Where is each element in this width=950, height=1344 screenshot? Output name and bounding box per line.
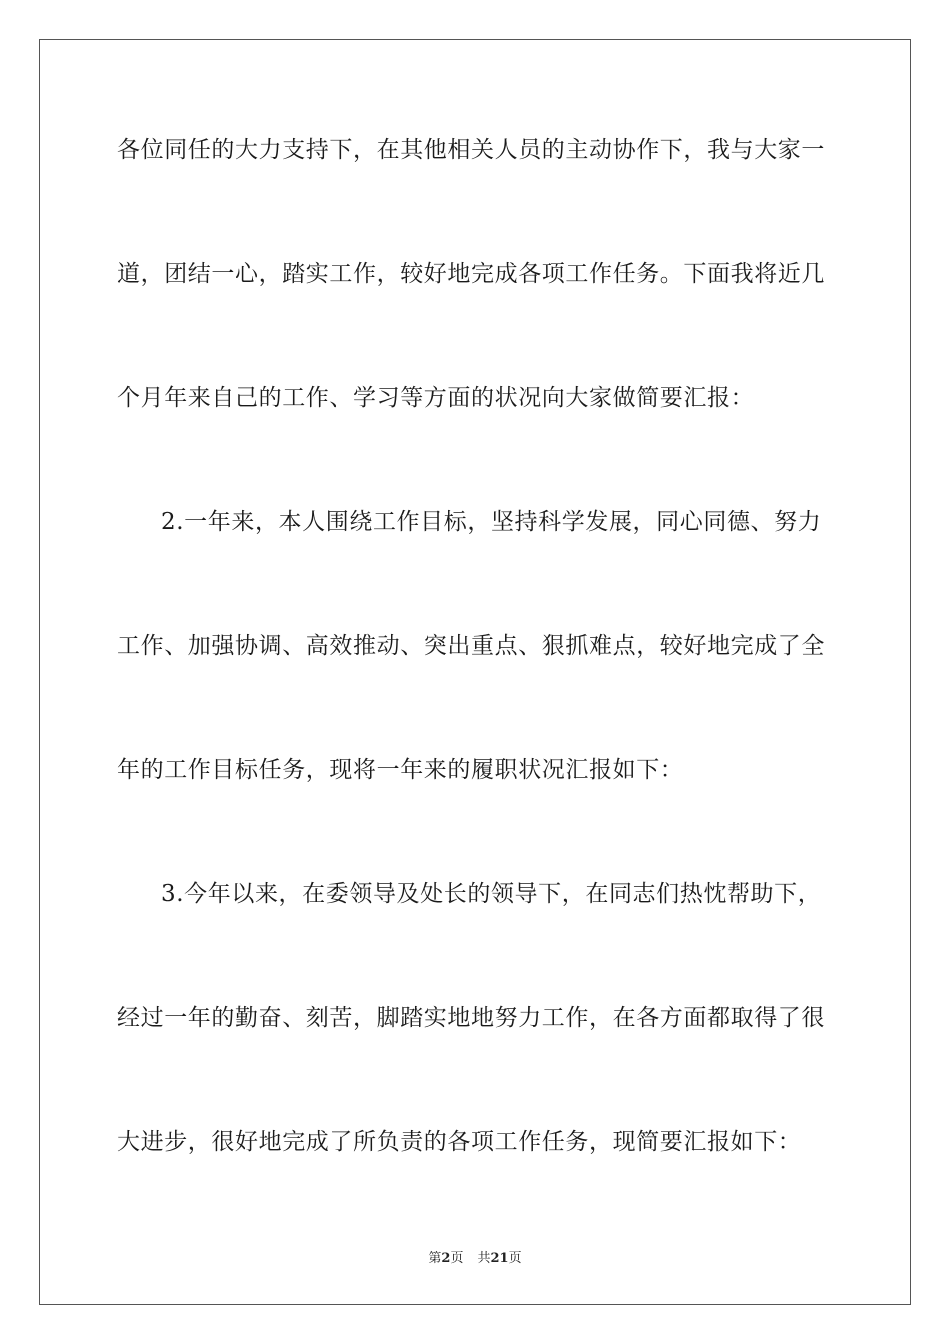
footer-total-suffix: 页 — [508, 1251, 522, 1266]
footer-total-pages: 21 — [490, 1251, 509, 1266]
footer-page-number: 2 — [441, 1251, 451, 1266]
body-line-6: 年的工作目标任务，现将一年来的履职状况汇报如下： — [117, 757, 684, 783]
body-line-3: 个月年来自己的工作、学习等方面的状况向大家做简要汇报： — [117, 385, 755, 411]
footer-total-prefix: 共 — [477, 1251, 491, 1266]
body-line-4: 2.一年来，本人围绕工作目标，坚持科学发展，同心同德、努力 — [161, 509, 822, 535]
body-line-7: 3.今年以来，在委领导及处长的领导下，在同志们热忱帮助下， — [161, 881, 822, 907]
body-line-8: 经过一年的勤奋、刻苦，脚踏实地地努力工作，在各方面都取得了很 — [117, 1005, 825, 1031]
body-line-1: 各位同任的大力支持下，在其他相关人员的主动协作下，我与大家一 — [117, 137, 825, 163]
page-frame — [39, 39, 911, 1305]
footer-page-suffix: 页 — [450, 1251, 464, 1266]
body-line-2: 道，团结一心，踏实工作，较好地完成各项工作任务。下面我将近几 — [117, 261, 825, 287]
footer-page-prefix: 第 — [428, 1251, 442, 1266]
page-footer — [0, 1247, 950, 1266]
body-line-5: 工作、加强协调、高效推动、突出重点、狠抓难点，较好地完成了全 — [117, 633, 825, 659]
body-line-9: 大进步，很好地完成了所负责的各项工作任务，现简要汇报如下： — [117, 1129, 802, 1155]
